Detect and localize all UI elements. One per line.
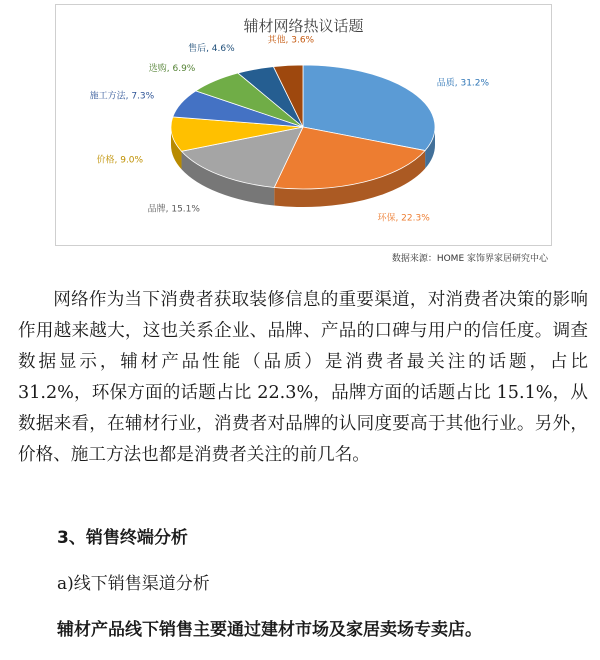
subheading: a)线下销售渠道分析 (57, 574, 210, 594)
pie-label-7: 其他, 3.6% (267, 35, 315, 46)
pie-label-4: 施工方法, 7.3% (89, 91, 155, 102)
pie-label-6: 售后, 4.6% (188, 43, 235, 54)
pie-chart (55, 4, 552, 246)
pie-label-0: 品质, 31.2% (436, 78, 490, 89)
chart-title: 辅材网络热议话题 (243, 17, 364, 35)
pie-label-3: 价格, 9.0% (96, 155, 144, 166)
section-heading: 3、销售终端分析 (57, 528, 188, 548)
data-source: 数据来源：HOME 家饰界家居研究中心 (391, 254, 548, 264)
body-paragraph: 网络作为当下消费者获取装修信息的重要渠道，对消费者决策的影响作用越来越大，这也关系企业、品牌、产品的口碑与用户的信任度。调查数据显示，辅材产品性能（品质）是消费者最关注的话题，占比 31.2%，环保方面的话题占比 22.3%，品牌方面的话题占比 15.1%，从数据来看，在辅材行业，消费者对品牌的认同度要高于其他行业。另外，价格、施工方法也都是消费者关注的前几名。 (18, 290, 588, 465)
pie-label-5: 选购, 6.9% (148, 64, 196, 75)
pie-label-1: 环保, 22.3% (377, 213, 430, 224)
pie-chart-svg (56, 5, 551, 245)
final-line: 辅材产品线下销售主要通过建材市场及家居卖场专卖店。 (57, 620, 482, 640)
pie-label-2: 品牌, 15.1% (147, 204, 200, 215)
